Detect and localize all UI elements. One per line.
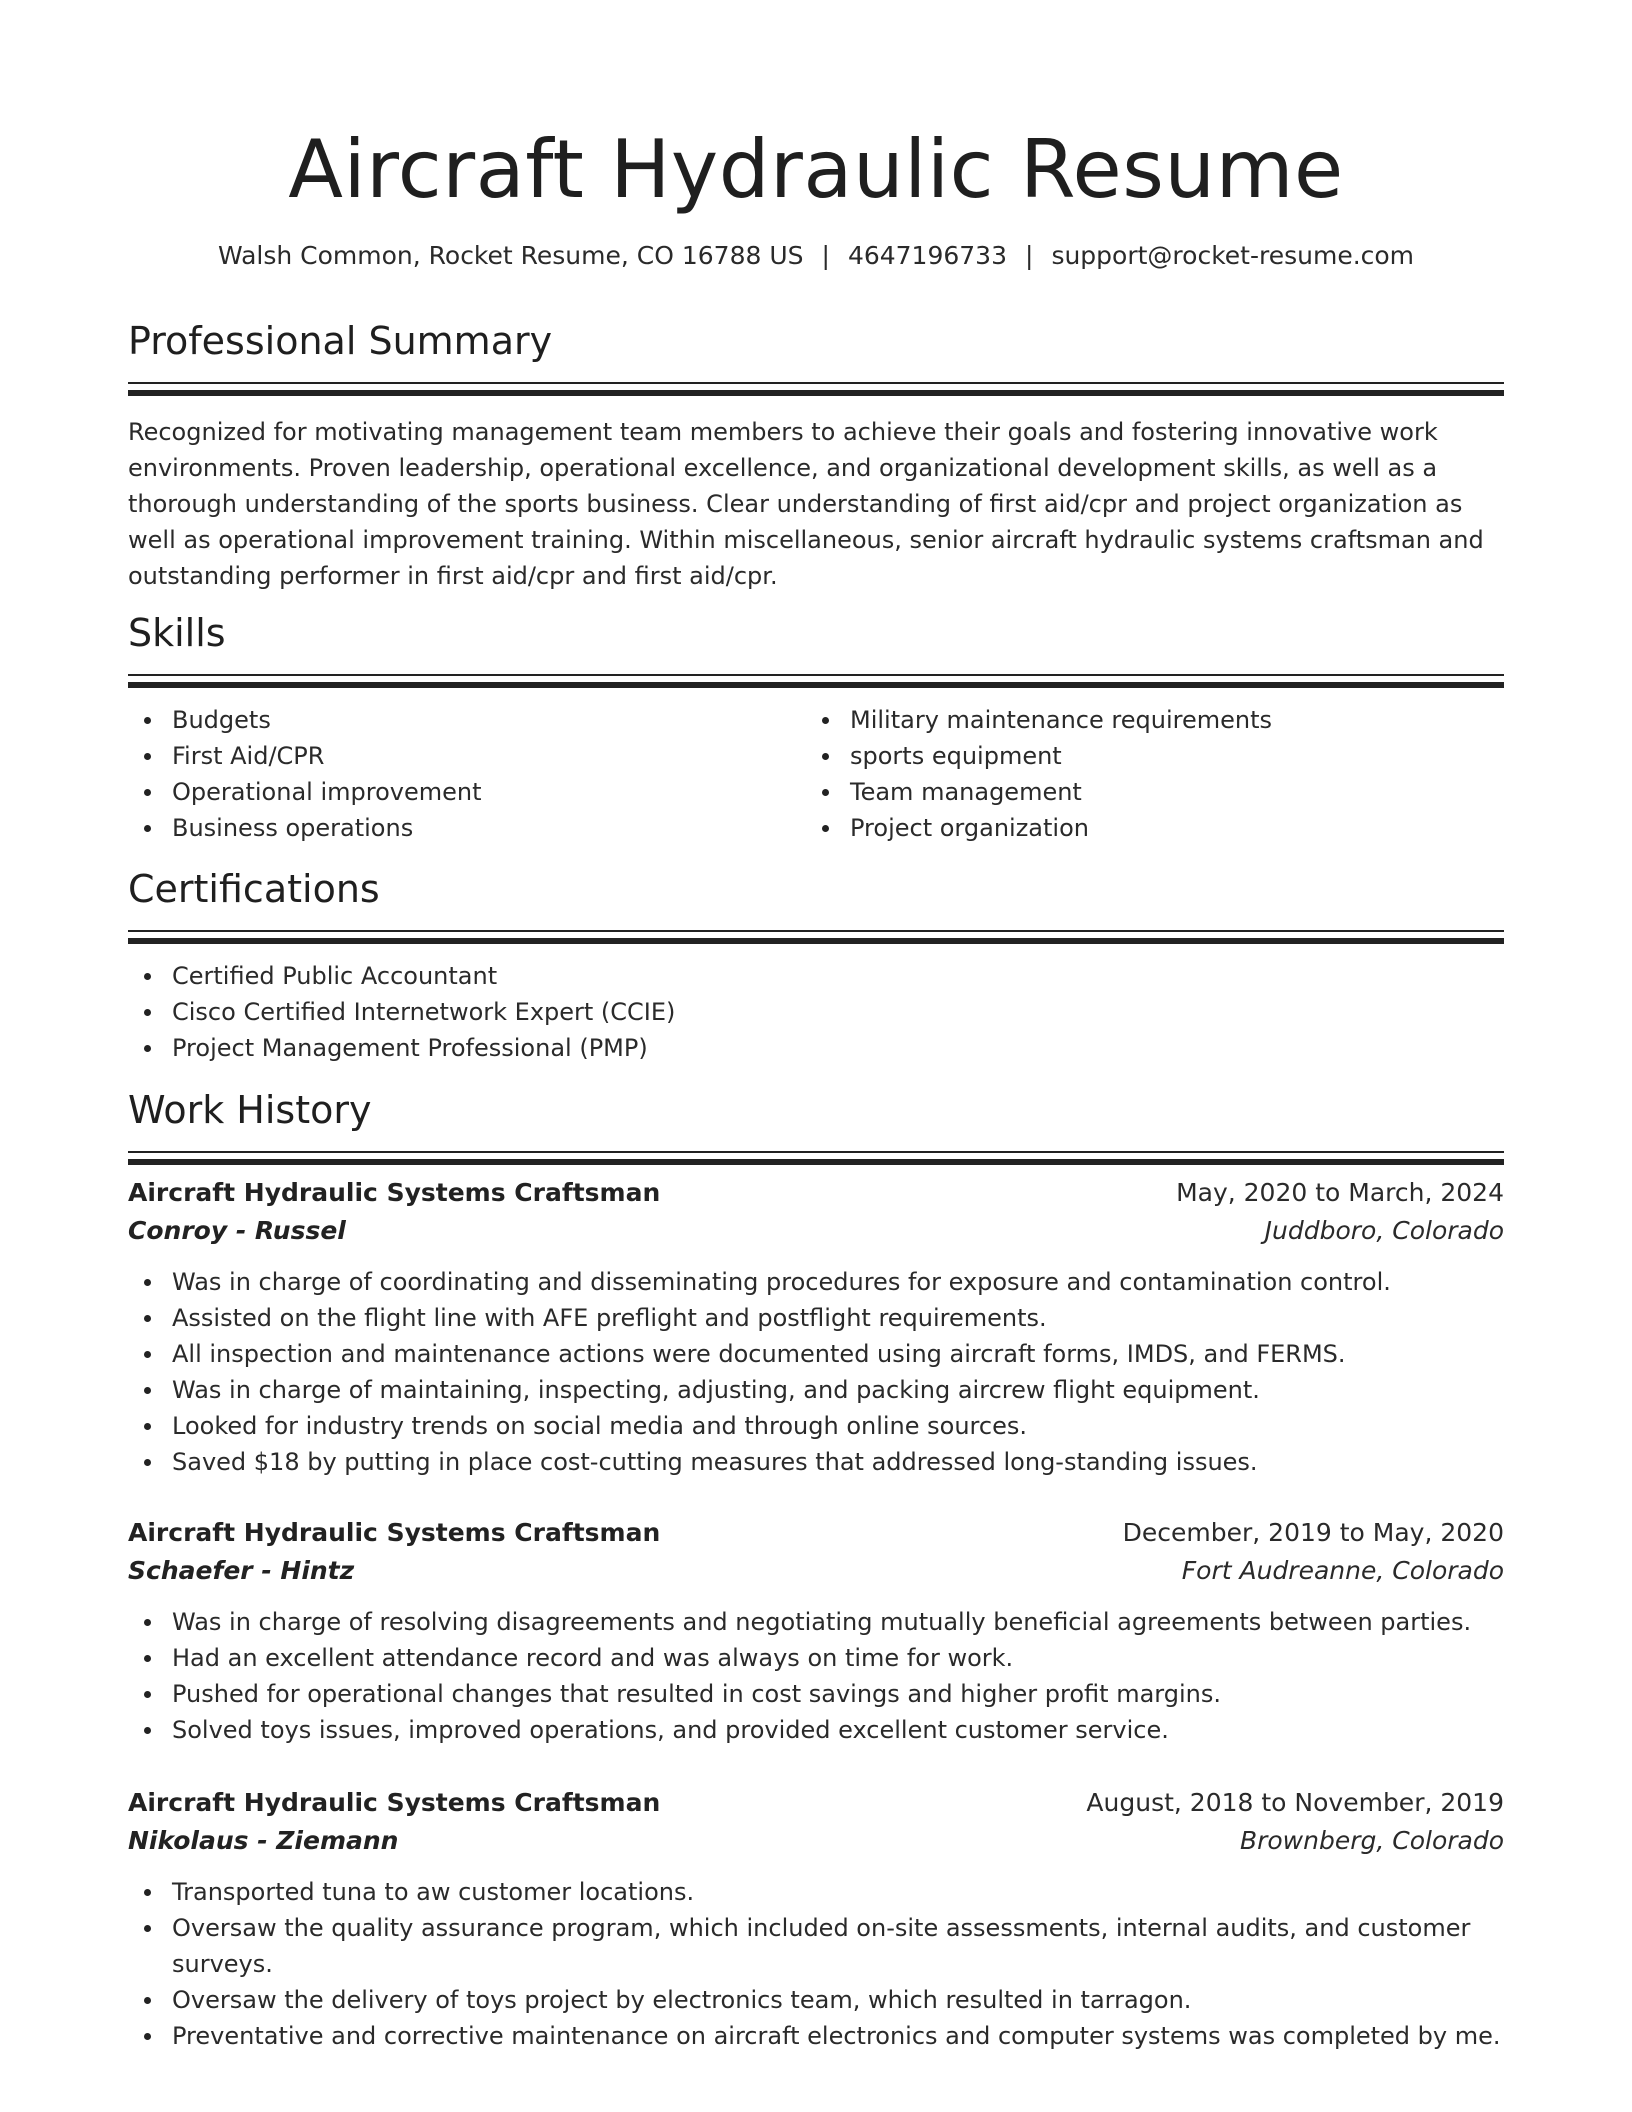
section-rule	[128, 382, 1504, 384]
summary-section	[128, 316, 1504, 594]
contact-address: Walsh Common, Rocket Resume, CO 16788 US	[217, 241, 804, 270]
job-bullet: Transported tuna to aw customer locations.	[128, 1874, 1504, 1910]
certifications-heading: Certifications	[128, 867, 380, 911]
summary-text: Recognized for motivating management team members to achieve their goals and fostering innovative work environments. Proven leadership, operational excellence, and organizational development skills, as well as a thorough understanding of the sports business. Clear understanding of first aid/cpr and project organization as well as operational improvement training. Within miscellaneous, senior aircraft hydraulic systems craftsman and outstanding performer in first aid/cpr and first aid/cpr.	[128, 418, 1484, 590]
job-bullets	[128, 1604, 1504, 1748]
job-location: Fort Audreanne, Colorado	[1181, 1556, 1504, 1585]
skills-left-list	[128, 702, 806, 846]
job-title: Aircraft Hydraulic Systems Craftsman	[128, 1178, 661, 1207]
skill-item: First Aid/CPR	[128, 738, 806, 774]
job-bullet: Was in charge of maintaining, inspecting, adjusting, and packing aircrew flight equipment.	[128, 1372, 1504, 1408]
section-rule	[128, 1151, 1504, 1153]
section-rule	[128, 1159, 1504, 1165]
certification-item: Certified Public Accountant	[128, 958, 1504, 994]
contact-email[interactable]: support@rocket-resume.com	[1051, 241, 1415, 270]
summary-heading: Professional Summary	[128, 319, 553, 363]
job-bullet: Preventative and corrective maintenance on aircraft electronics and computer systems was completed by me.	[128, 2018, 1504, 2054]
skill-item: Military maintenance requirements	[806, 702, 1484, 738]
job-entry	[128, 1784, 1504, 2054]
section-rule	[128, 930, 1504, 932]
skills-heading: Skills	[128, 611, 226, 655]
contact-separator: |	[821, 241, 830, 270]
work-history-section	[128, 1085, 1504, 1165]
job-location: Brownberg, Colorado	[1239, 1826, 1504, 1855]
contact-phone: 4647196733	[847, 241, 1007, 270]
job-bullet: Oversaw the delivery of toys project by electronics team, which resulted in tarragon.	[128, 1982, 1504, 2018]
job-company: Nikolaus - Ziemann	[128, 1826, 399, 1855]
section-rule	[128, 674, 1504, 676]
job-bullet: Solved toys issues, improved operations, and provided excellent customer service.	[128, 1712, 1504, 1748]
job-dates: August, 2018 to November, 2019	[1086, 1788, 1504, 1817]
skill-item: sports equipment	[806, 738, 1484, 774]
skills-columns	[128, 702, 1504, 846]
skill-item: Business operations	[128, 810, 806, 846]
contact-line	[0, 238, 1632, 274]
job-company: Conroy - Russel	[128, 1216, 346, 1245]
skill-item: Budgets	[128, 702, 806, 738]
job-bullet: Looked for industry trends on social media and through online sources.	[128, 1408, 1504, 1444]
certification-item: Cisco Certified Internetwork Expert (CCIE)	[128, 994, 1504, 1030]
skill-item: Team management	[806, 774, 1484, 810]
work-history-heading: Work History	[128, 1088, 372, 1132]
job-bullet: Pushed for operational changes that resulted in cost savings and higher profit margins.	[128, 1676, 1504, 1712]
job-bullet: Was in charge of coordinating and disseminating procedures for exposure and contamination control.	[128, 1264, 1504, 1300]
job-bullet: Was in charge of resolving disagreements and negotiating mutually beneficial agreements between parties.	[128, 1604, 1504, 1640]
job-bullets	[128, 1264, 1504, 1480]
section-rule	[128, 390, 1504, 396]
job-dates: May, 2020 to March, 2024	[1176, 1178, 1504, 1207]
certification-item: Project Management Professional (PMP)	[128, 1030, 1504, 1066]
skills-section	[128, 608, 1504, 846]
job-bullet: Oversaw the quality assurance program, which included on-site assessments, internal audits, and customer surveys.	[128, 1910, 1504, 1982]
contact-separator: |	[1025, 241, 1034, 270]
section-rule	[128, 682, 1504, 688]
certifications-section	[128, 864, 1504, 1066]
job-bullet: Saved $18 by putting in place cost-cutting measures that addressed long-standing issues.	[128, 1444, 1504, 1480]
skills-right-list	[806, 702, 1484, 846]
job-entry	[128, 1514, 1504, 1748]
skill-item: Operational improvement	[128, 774, 806, 810]
job-title: Aircraft Hydraulic Systems Craftsman	[128, 1518, 661, 1547]
job-company: Schaefer - Hintz	[128, 1556, 355, 1585]
job-title: Aircraft Hydraulic Systems Craftsman	[128, 1788, 661, 1817]
job-bullet: Assisted on the flight line with AFE preflight and postflight requirements.	[128, 1300, 1504, 1336]
job-entry	[128, 1174, 1504, 1480]
certifications-list	[128, 958, 1504, 1066]
job-bullet: Had an excellent attendance record and was always on time for work.	[128, 1640, 1504, 1676]
section-rule	[128, 938, 1504, 944]
job-location: Juddboro, Colorado	[1264, 1216, 1504, 1245]
job-bullets	[128, 1874, 1504, 2054]
job-dates: December, 2019 to May, 2020	[1122, 1518, 1504, 1547]
skill-item: Project organization	[806, 810, 1484, 846]
job-bullet: All inspection and maintenance actions were documented using aircraft forms, IMDS, and FERMS.	[128, 1336, 1504, 1372]
resume-title: Aircraft Hydraulic Resume	[288, 123, 1344, 216]
